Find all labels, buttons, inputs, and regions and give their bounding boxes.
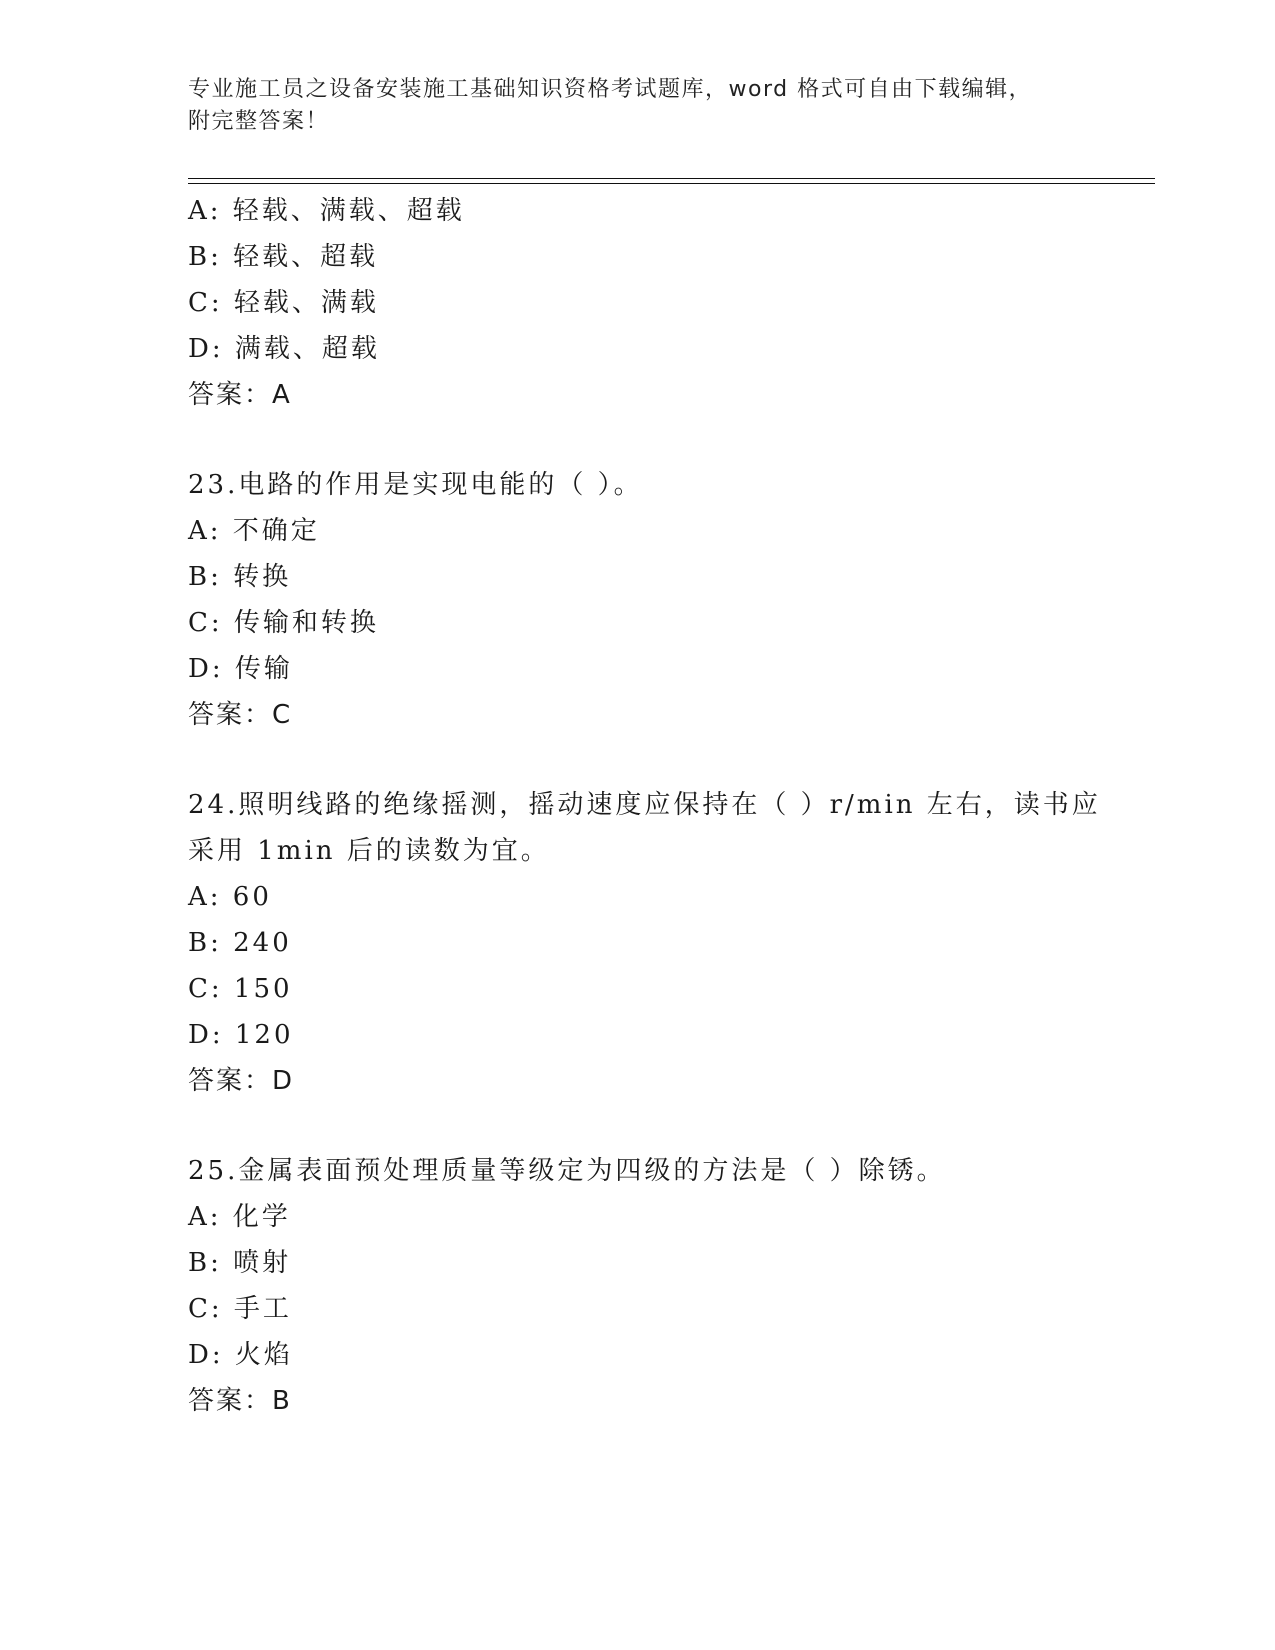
spacer xyxy=(188,1104,1088,1148)
question-23 xyxy=(188,462,1088,738)
question-text: 23.电路的作用是实现电能的（ ）。 xyxy=(188,470,643,500)
option-c: C: 传输和转换 xyxy=(188,608,379,638)
option-b: B: 240 xyxy=(188,928,292,958)
question-25 xyxy=(188,1148,1088,1424)
answer-line: 答案：D xyxy=(188,1066,295,1096)
option-b: B: 喷射 xyxy=(188,1248,292,1278)
option-a: A: 60 xyxy=(188,882,272,912)
answer-line: 答案：C xyxy=(188,700,293,730)
question-list xyxy=(188,188,1101,1424)
option-d: D: 120 xyxy=(188,1020,294,1050)
question-text-line-1: 24.照明线路的绝缘摇测，摇动速度应保持在（ ）r/min 左右，读书应 xyxy=(188,790,1101,820)
option-b: B: 转换 xyxy=(188,562,292,592)
option-c: C: 轻载、满载 xyxy=(188,288,379,318)
question-text: 25.金属表面预处理质量等级定为四级的方法是（ ）除锈。 xyxy=(188,1156,946,1186)
header-line-2: 附完整答案！ xyxy=(188,109,330,134)
option-a: A: 化学 xyxy=(188,1202,291,1232)
answer-line: 答案：A xyxy=(188,380,292,410)
option-c: C: 手工 xyxy=(188,1294,292,1324)
answer-line: 答案：B xyxy=(188,1386,292,1416)
question-text-line-2: 采用 1min 后的读数为宜。 xyxy=(188,836,550,866)
option-a: A: 不确定 xyxy=(188,516,320,546)
header-divider-top xyxy=(188,178,1155,179)
option-d: D: 传输 xyxy=(188,654,293,684)
option-d: D: 满载、超载 xyxy=(188,334,380,364)
option-b: B: 轻载、超载 xyxy=(188,242,379,272)
header-line-1: 专业施工员之设备安装施工基础知识资格考试题库，word 格式可自由下载编辑， xyxy=(188,77,1033,102)
question-22 xyxy=(188,188,1088,418)
option-a: A: 轻载、满载、超载 xyxy=(188,196,465,226)
question-24 xyxy=(188,782,1101,1104)
document-header xyxy=(188,74,1068,138)
option-d: D: 火焰 xyxy=(188,1340,293,1370)
header-divider-bottom xyxy=(188,183,1155,184)
spacer xyxy=(188,418,1088,462)
spacer xyxy=(188,738,1088,782)
option-c: C: 150 xyxy=(188,974,293,1004)
